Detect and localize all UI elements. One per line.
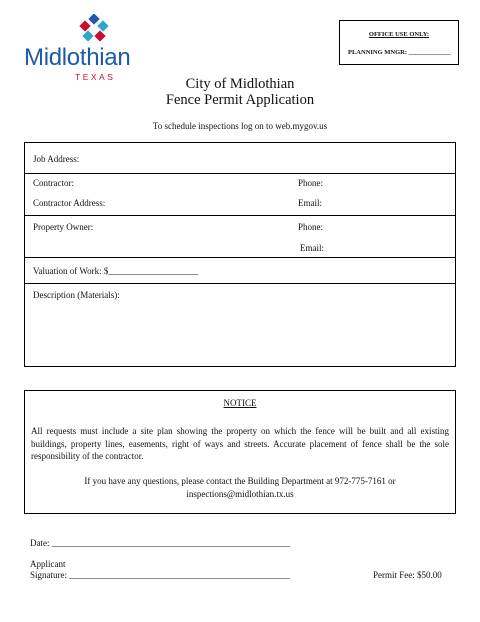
contact-email[interactable]: inspections@midlothian.tx.us bbox=[186, 488, 294, 499]
schedule-note: To schedule inspections log on to web.mygov.us bbox=[152, 121, 328, 131]
owner-phone-field[interactable]: Phone: bbox=[298, 222, 324, 232]
contact-line-1: If you have any questions, please contact the Building Department at 972-775-7161 or bbox=[84, 476, 396, 486]
job-address-field[interactable]: Job Address: bbox=[33, 154, 80, 164]
signature-field[interactable]: Signature: _________________________________________________ bbox=[30, 570, 290, 580]
logo-wordmark: Midlothian bbox=[24, 44, 131, 71]
divider bbox=[25, 173, 455, 174]
logo-subtitle: TEXAS bbox=[75, 72, 116, 82]
divider bbox=[25, 215, 455, 216]
owner-email-field[interactable]: Email: bbox=[300, 243, 324, 253]
notice-contact bbox=[25, 475, 455, 500]
permit-fee: Permit Fee: $50.00 bbox=[373, 570, 442, 580]
applicant-label: Applicant bbox=[30, 559, 66, 569]
city-title: City of Midlothian bbox=[185, 76, 295, 92]
contractor-field[interactable]: Contractor: bbox=[33, 178, 74, 188]
valuation-field[interactable]: Valuation of Work: $____________________ bbox=[33, 266, 199, 276]
contractor-email-field[interactable]: Email: bbox=[298, 198, 322, 208]
office-use-box bbox=[339, 20, 459, 65]
notice-title: NOTICE bbox=[223, 398, 257, 408]
star-logo-icon bbox=[78, 14, 110, 44]
property-owner-field[interactable]: Property Owner: bbox=[33, 222, 94, 232]
notice-box bbox=[24, 390, 456, 514]
form-title: Fence Permit Application bbox=[165, 92, 315, 108]
contractor-phone-field[interactable]: Phone: bbox=[298, 178, 324, 188]
planning-manager-field[interactable]: PLANNING MNGR: _____________ bbox=[348, 49, 451, 56]
notice-body: All requests must include a site plan showing the property on which the fence will be built and all existing buildings, property lines, easements, right of ways and streets. Accurate placement of fence shall be the sole responsibility of the contractor. bbox=[31, 426, 449, 461]
date-field[interactable]: Date: _____________________________________________________ bbox=[30, 538, 291, 548]
office-use-title: OFFICE USE ONLY: bbox=[368, 31, 430, 38]
application-form-box bbox=[24, 142, 456, 367]
divider bbox=[25, 283, 455, 284]
contractor-address-field[interactable]: Contractor Address: bbox=[33, 198, 106, 208]
description-field[interactable]: Description (Materials): bbox=[33, 290, 120, 300]
divider bbox=[25, 257, 455, 258]
